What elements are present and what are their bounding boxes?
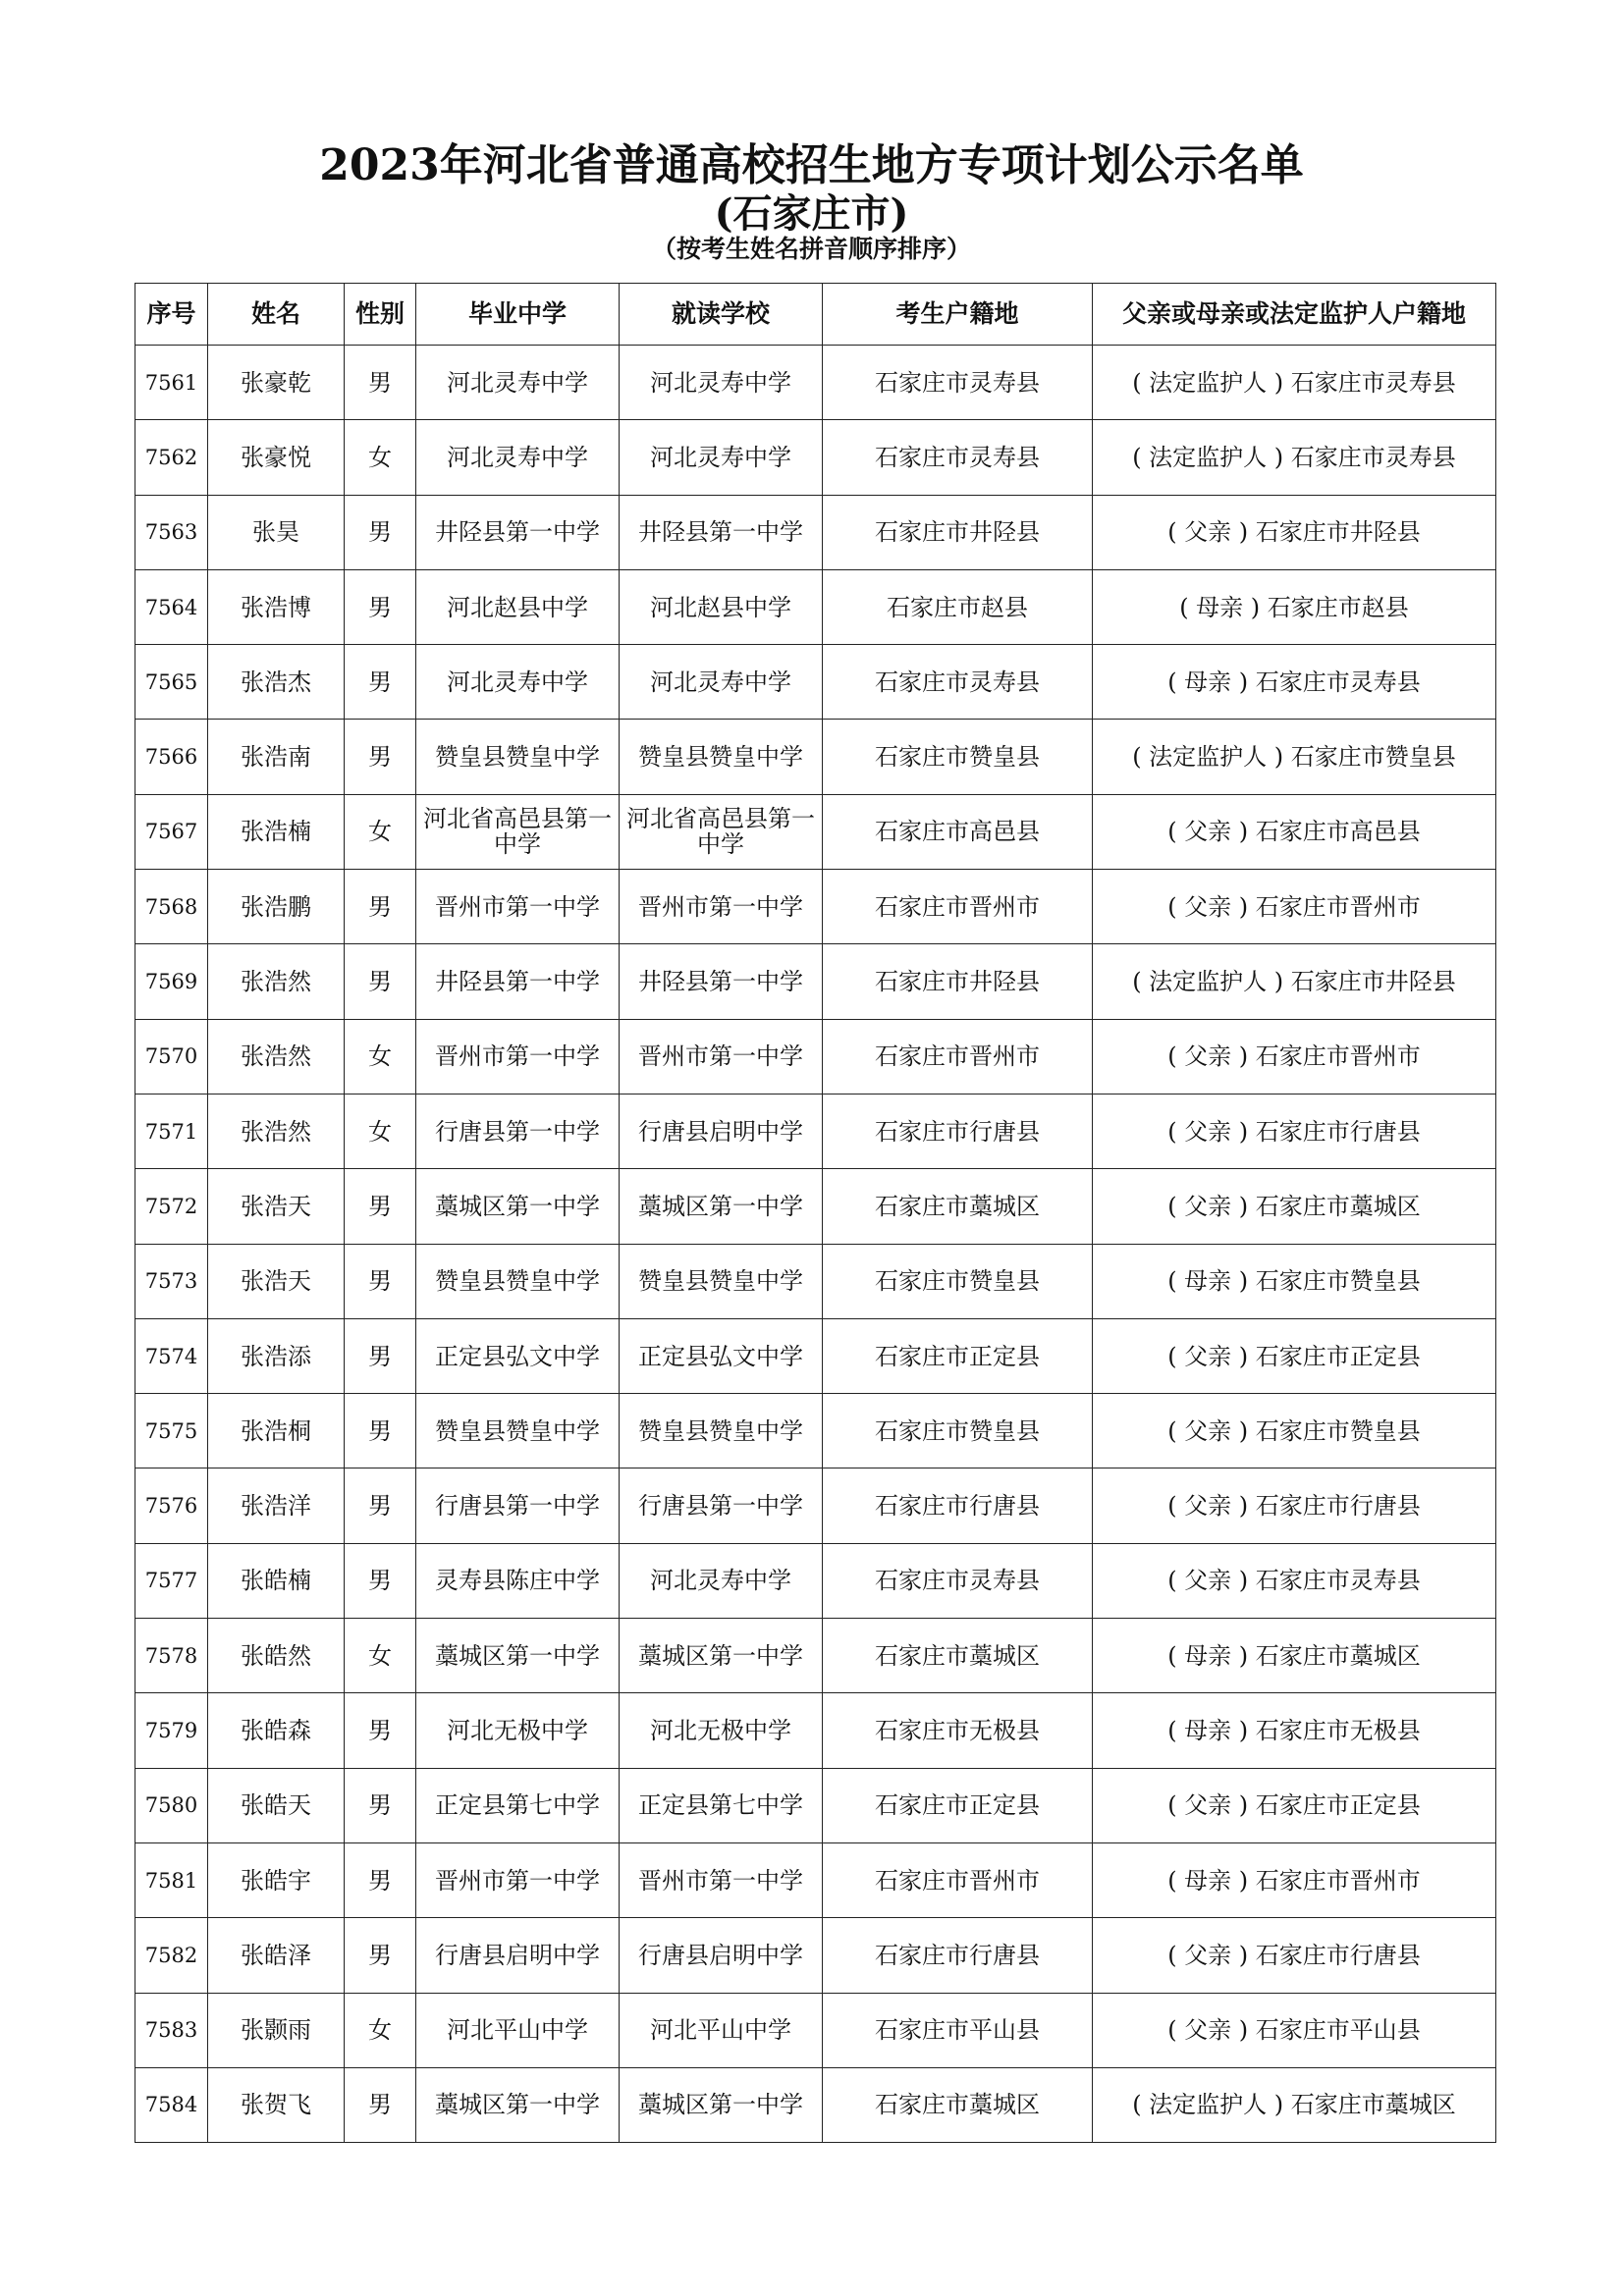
- table-row: [135, 1318, 1496, 1393]
- current-school-cell: 正定县弘文中学: [620, 1318, 823, 1393]
- graduate-school-cell: 晋州市第一中学: [416, 1019, 620, 1094]
- name-cell: 张浩天: [208, 1169, 345, 1244]
- graduate-school-cell: 河北平山中学: [416, 1993, 620, 2067]
- gender-cell: 男: [345, 1768, 416, 1842]
- table-row: [135, 645, 1496, 720]
- household-cell: 石家庄市灵寿县: [823, 645, 1093, 720]
- current-school-cell: 河北赵县中学: [620, 569, 823, 644]
- seq-cell: 7580: [135, 1768, 208, 1842]
- guardian-household-cell: ( 母亲 ) 石家庄市赵县: [1093, 569, 1496, 644]
- graduate-school-cell: 藁城区第一中学: [416, 1169, 620, 1244]
- guardian-household-cell: ( 母亲 ) 石家庄市灵寿县: [1093, 645, 1496, 720]
- name-cell: 张浩添: [208, 1318, 345, 1393]
- column-header: 父亲或母亲或法定监护人户籍地: [1093, 284, 1496, 346]
- gender-cell: 男: [345, 944, 416, 1019]
- roster-table: [135, 283, 1496, 2143]
- current-school-cell: 河北无极中学: [620, 1693, 823, 1768]
- table-row: [135, 1094, 1496, 1168]
- graduate-school-cell: 正定县弘文中学: [416, 1318, 620, 1393]
- name-cell: 张豪乾: [208, 346, 345, 420]
- gender-cell: 男: [345, 645, 416, 720]
- name-cell: 张浩鹏: [208, 870, 345, 944]
- name-cell: 张昊: [208, 495, 345, 569]
- column-header: 序号: [135, 284, 208, 346]
- household-cell: 石家庄市正定县: [823, 1768, 1093, 1842]
- graduate-school-cell: 河北赵县中学: [416, 569, 620, 644]
- table-row: [135, 794, 1496, 869]
- seq-cell: 7583: [135, 1993, 208, 2067]
- seq-cell: 7569: [135, 944, 208, 1019]
- graduate-school-cell: 赞皇县赞皇中学: [416, 1394, 620, 1468]
- gender-cell: 男: [345, 495, 416, 569]
- name-cell: 张浩然: [208, 944, 345, 1019]
- current-school-cell: 河北灵寿中学: [620, 420, 823, 495]
- seq-cell: 7566: [135, 720, 208, 794]
- current-school-cell: 赞皇县赞皇中学: [620, 720, 823, 794]
- seq-cell: 7581: [135, 1842, 208, 1917]
- household-cell: 石家庄市灵寿县: [823, 1543, 1093, 1618]
- table-body: [135, 346, 1496, 2143]
- table-row: [135, 944, 1496, 1019]
- name-cell: 张贺飞: [208, 2067, 345, 2142]
- seq-cell: 7562: [135, 420, 208, 495]
- name-cell: 张浩博: [208, 569, 345, 644]
- table-row: [135, 1169, 1496, 1244]
- column-header: 考生户籍地: [823, 284, 1093, 346]
- guardian-household-cell: ( 母亲 ) 石家庄市无极县: [1093, 1693, 1496, 1768]
- seq-cell: 7568: [135, 870, 208, 944]
- name-cell: 张浩洋: [208, 1468, 345, 1543]
- table-row: [135, 2067, 1496, 2142]
- guardian-household-cell: ( 法定监护人 ) 石家庄市灵寿县: [1093, 346, 1496, 420]
- name-cell: 张浩然: [208, 1019, 345, 1094]
- graduate-school-cell: 藁城区第一中学: [416, 2067, 620, 2142]
- page-subtitle: (石家庄市): [714, 190, 909, 237]
- current-school-cell: 晋州市第一中学: [620, 1842, 823, 1917]
- graduate-school-cell: 晋州市第一中学: [416, 870, 620, 944]
- household-cell: 石家庄市正定县: [823, 1318, 1093, 1393]
- household-cell: 石家庄市井陉县: [823, 495, 1093, 569]
- table-row: [135, 720, 1496, 794]
- graduate-school-cell: 行唐县第一中学: [416, 1468, 620, 1543]
- guardian-household-cell: ( 父亲 ) 石家庄市正定县: [1093, 1318, 1496, 1393]
- table-row: [135, 1619, 1496, 1693]
- table-header-row: [135, 284, 1496, 346]
- graduate-school-cell: 井陉县第一中学: [416, 944, 620, 1019]
- seq-cell: 7575: [135, 1394, 208, 1468]
- current-school-cell: 晋州市第一中学: [620, 1019, 823, 1094]
- graduate-school-cell: 河北灵寿中学: [416, 346, 620, 420]
- name-cell: 张皓然: [208, 1619, 345, 1693]
- household-cell: 石家庄市赞皇县: [823, 720, 1093, 794]
- seq-cell: 7567: [135, 794, 208, 869]
- gender-cell: 女: [345, 1993, 416, 2067]
- table-row: [135, 1918, 1496, 1993]
- guardian-household-cell: ( 母亲 ) 石家庄市晋州市: [1093, 1842, 1496, 1917]
- name-cell: 张浩然: [208, 1094, 345, 1168]
- table-row: [135, 1394, 1496, 1468]
- name-cell: 张浩南: [208, 720, 345, 794]
- guardian-household-cell: ( 父亲 ) 石家庄市藁城区: [1093, 1169, 1496, 1244]
- guardian-household-cell: ( 法定监护人 ) 石家庄市灵寿县: [1093, 420, 1496, 495]
- current-school-cell: 河北灵寿中学: [620, 1543, 823, 1618]
- name-cell: 张浩楠: [208, 794, 345, 869]
- guardian-household-cell: ( 父亲 ) 石家庄市晋州市: [1093, 870, 1496, 944]
- gender-cell: 男: [345, 720, 416, 794]
- household-cell: 石家庄市赵县: [823, 569, 1093, 644]
- table-row: [135, 1543, 1496, 1618]
- gender-cell: 女: [345, 420, 416, 495]
- household-cell: 石家庄市行唐县: [823, 1468, 1093, 1543]
- current-school-cell: 藁城区第一中学: [620, 1169, 823, 1244]
- table-row: [135, 1468, 1496, 1543]
- gender-cell: 男: [345, 346, 416, 420]
- name-cell: 张浩杰: [208, 645, 345, 720]
- guardian-household-cell: ( 父亲 ) 石家庄市行唐县: [1093, 1094, 1496, 1168]
- gender-cell: 女: [345, 1019, 416, 1094]
- seq-cell: 7576: [135, 1468, 208, 1543]
- seq-cell: 7579: [135, 1693, 208, 1768]
- guardian-household-cell: ( 父亲 ) 石家庄市平山县: [1093, 1993, 1496, 2067]
- guardian-household-cell: ( 法定监护人 ) 石家庄市井陉县: [1093, 944, 1496, 1019]
- gender-cell: 女: [345, 1094, 416, 1168]
- graduate-school-cell: 晋州市第一中学: [416, 1842, 620, 1917]
- graduate-school-cell: 行唐县第一中学: [416, 1094, 620, 1168]
- current-school-cell: 赞皇县赞皇中学: [620, 1394, 823, 1468]
- seq-cell: 7564: [135, 569, 208, 644]
- current-school-cell: 河北平山中学: [620, 1993, 823, 2067]
- guardian-household-cell: ( 父亲 ) 石家庄市井陉县: [1093, 495, 1496, 569]
- current-school-cell: 河北灵寿中学: [620, 346, 823, 420]
- graduate-school-cell: 正定县第七中学: [416, 1768, 620, 1842]
- household-cell: 石家庄市赞皇县: [823, 1244, 1093, 1318]
- table-row: [135, 1693, 1496, 1768]
- name-cell: 张浩天: [208, 1244, 345, 1318]
- household-cell: 石家庄市高邑县: [823, 794, 1093, 869]
- household-cell: 石家庄市灵寿县: [823, 346, 1093, 420]
- current-school-cell: 赞皇县赞皇中学: [620, 1244, 823, 1318]
- guardian-household-cell: ( 父亲 ) 石家庄市高邑县: [1093, 794, 1496, 869]
- household-cell: 石家庄市行唐县: [823, 1094, 1093, 1168]
- table-row: [135, 1842, 1496, 1917]
- table-row: [135, 1244, 1496, 1318]
- graduate-school-cell: 赞皇县赞皇中学: [416, 720, 620, 794]
- table-row: [135, 420, 1496, 495]
- gender-cell: 男: [345, 1693, 416, 1768]
- page-title: 2023年河北省普通高校招生地方专项计划公示名单: [319, 140, 1304, 190]
- guardian-household-cell: ( 父亲 ) 石家庄市灵寿县: [1093, 1543, 1496, 1618]
- graduate-school-cell: 灵寿县陈庄中学: [416, 1543, 620, 1618]
- guardian-household-cell: ( 母亲 ) 石家庄市藁城区: [1093, 1619, 1496, 1693]
- household-cell: 石家庄市晋州市: [823, 1019, 1093, 1094]
- current-school-cell: 行唐县启明中学: [620, 1094, 823, 1168]
- table-row: [135, 346, 1496, 420]
- seq-cell: 7573: [135, 1244, 208, 1318]
- table-row: [135, 870, 1496, 944]
- household-cell: 石家庄市晋州市: [823, 1842, 1093, 1917]
- name-cell: 张皓楠: [208, 1543, 345, 1618]
- guardian-household-cell: ( 法定监护人 ) 石家庄市藁城区: [1093, 2067, 1496, 2142]
- name-cell: 张颢雨: [208, 1993, 345, 2067]
- graduate-school-cell: 行唐县启明中学: [416, 1918, 620, 1993]
- current-school-cell: 河北灵寿中学: [620, 645, 823, 720]
- household-cell: 石家庄市井陉县: [823, 944, 1093, 1019]
- current-school-cell: 井陉县第一中学: [620, 495, 823, 569]
- gender-cell: 男: [345, 1543, 416, 1618]
- graduate-school-cell: 赞皇县赞皇中学: [416, 1244, 620, 1318]
- graduate-school-cell: 河北灵寿中学: [416, 645, 620, 720]
- seq-cell: 7582: [135, 1918, 208, 1993]
- table-row: [135, 1993, 1496, 2067]
- guardian-household-cell: ( 法定监护人 ) 石家庄市赞皇县: [1093, 720, 1496, 794]
- gender-cell: 男: [345, 1244, 416, 1318]
- gender-cell: 男: [345, 1169, 416, 1244]
- name-cell: 张皓森: [208, 1693, 345, 1768]
- gender-cell: 男: [345, 1468, 416, 1543]
- gender-cell: 女: [345, 1619, 416, 1693]
- gender-cell: 男: [345, 1842, 416, 1917]
- gender-cell: 男: [345, 1394, 416, 1468]
- gender-cell: 男: [345, 1318, 416, 1393]
- seq-cell: 7584: [135, 2067, 208, 2142]
- sort-note: （按考生姓名拼音顺序排序）: [651, 235, 971, 263]
- seq-cell: 7563: [135, 495, 208, 569]
- name-cell: 张浩桐: [208, 1394, 345, 1468]
- name-cell: 张皓天: [208, 1768, 345, 1842]
- guardian-household-cell: ( 父亲 ) 石家庄市晋州市: [1093, 1019, 1496, 1094]
- household-cell: 石家庄市晋州市: [823, 870, 1093, 944]
- current-school-cell: 河北省高邑县第一中学: [620, 794, 823, 869]
- table-row: [135, 1019, 1496, 1094]
- household-cell: 石家庄市赞皇县: [823, 1394, 1093, 1468]
- seq-cell: 7565: [135, 645, 208, 720]
- gender-cell: 男: [345, 1918, 416, 1993]
- graduate-school-cell: 藁城区第一中学: [416, 1619, 620, 1693]
- guardian-household-cell: ( 母亲 ) 石家庄市赞皇县: [1093, 1244, 1496, 1318]
- guardian-household-cell: ( 父亲 ) 石家庄市行唐县: [1093, 1468, 1496, 1543]
- seq-cell: 7561: [135, 346, 208, 420]
- column-header: 就读学校: [620, 284, 823, 346]
- gender-cell: 男: [345, 2067, 416, 2142]
- household-cell: 石家庄市灵寿县: [823, 420, 1093, 495]
- guardian-household-cell: ( 父亲 ) 石家庄市赞皇县: [1093, 1394, 1496, 1468]
- current-school-cell: 藁城区第一中学: [620, 1619, 823, 1693]
- column-header: 性别: [345, 284, 416, 346]
- graduate-school-cell: 河北省高邑县第一中学: [416, 794, 620, 869]
- seq-cell: 7570: [135, 1019, 208, 1094]
- seq-cell: 7572: [135, 1169, 208, 1244]
- household-cell: 石家庄市无极县: [823, 1693, 1093, 1768]
- seq-cell: 7574: [135, 1318, 208, 1393]
- seq-cell: 7577: [135, 1543, 208, 1618]
- current-school-cell: 行唐县第一中学: [620, 1468, 823, 1543]
- seq-cell: 7571: [135, 1094, 208, 1168]
- gender-cell: 男: [345, 870, 416, 944]
- graduate-school-cell: 井陉县第一中学: [416, 495, 620, 569]
- household-cell: 石家庄市藁城区: [823, 1169, 1093, 1244]
- graduate-school-cell: 河北无极中学: [416, 1693, 620, 1768]
- current-school-cell: 晋州市第一中学: [620, 870, 823, 944]
- column-header: 毕业中学: [416, 284, 620, 346]
- household-cell: 石家庄市平山县: [823, 1993, 1093, 2067]
- guardian-household-cell: ( 父亲 ) 石家庄市正定县: [1093, 1768, 1496, 1842]
- guardian-household-cell: ( 父亲 ) 石家庄市行唐县: [1093, 1918, 1496, 1993]
- current-school-cell: 正定县第七中学: [620, 1768, 823, 1842]
- graduate-school-cell: 河北灵寿中学: [416, 420, 620, 495]
- current-school-cell: 藁城区第一中学: [620, 2067, 823, 2142]
- name-cell: 张豪悦: [208, 420, 345, 495]
- name-cell: 张皓宇: [208, 1842, 345, 1917]
- table-row: [135, 1768, 1496, 1842]
- column-header: 姓名: [208, 284, 345, 346]
- current-school-cell: 行唐县启明中学: [620, 1918, 823, 1993]
- gender-cell: 女: [345, 794, 416, 869]
- household-cell: 石家庄市行唐县: [823, 1918, 1093, 1993]
- seq-cell: 7578: [135, 1619, 208, 1693]
- household-cell: 石家庄市藁城区: [823, 2067, 1093, 2142]
- name-cell: 张皓泽: [208, 1918, 345, 1993]
- household-cell: 石家庄市藁城区: [823, 1619, 1093, 1693]
- gender-cell: 男: [345, 569, 416, 644]
- table-row: [135, 569, 1496, 644]
- current-school-cell: 井陉县第一中学: [620, 944, 823, 1019]
- table-row: [135, 495, 1496, 569]
